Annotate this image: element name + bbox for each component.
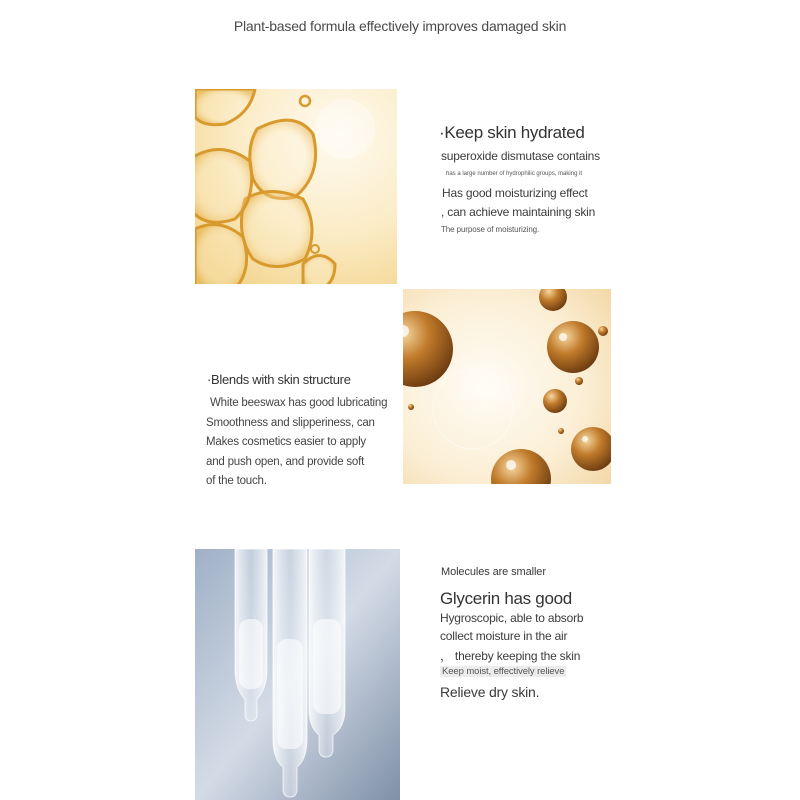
section3-line3: ， thereby keeping the skin <box>440 649 581 663</box>
section1-line4: , can achieve maintaining skin <box>441 205 596 219</box>
section3-line4: Keep moist, effectively relieve <box>442 666 565 677</box>
section1-line3: Has good moisturizing effect <box>442 186 588 200</box>
section2-line: Smoothness and slipperiness, can <box>206 416 375 429</box>
amber-droplets-image <box>403 289 611 484</box>
section3-line2: collect moisture in the air <box>440 629 568 643</box>
glass-droppers-image <box>195 549 400 800</box>
page-heading: Plant-based formula effectively improves damaged skin <box>233 18 567 34</box>
section1-line5: The purpose of moisturizing. <box>441 225 540 234</box>
section1-line1: superoxide dismutase contains <box>441 149 600 163</box>
section1-line2: has a large number of hydrophilic groups, making it <box>446 171 583 177</box>
section2-line: and push open, and provide soft <box>206 455 365 468</box>
section3-subtitle: Molecules are smaller <box>441 566 546 578</box>
section3-line1: Hygroscopic, able to absorb <box>440 611 584 625</box>
section2-title: ·Blends with skin structure <box>207 372 351 387</box>
section3-line5: Relieve dry skin. <box>440 684 540 700</box>
section1-title: ·Keep skin hydrated <box>439 123 585 142</box>
section3-title: Glycerin has good <box>440 589 572 608</box>
golden-bubbles-image <box>195 89 397 284</box>
section2-line: White beeswax has good lubricating <box>210 397 388 409</box>
section2-body <box>206 394 387 492</box>
section2-line: of the touch. <box>206 475 267 487</box>
section2-line: Makes cosmetics easier to apply <box>206 436 366 448</box>
